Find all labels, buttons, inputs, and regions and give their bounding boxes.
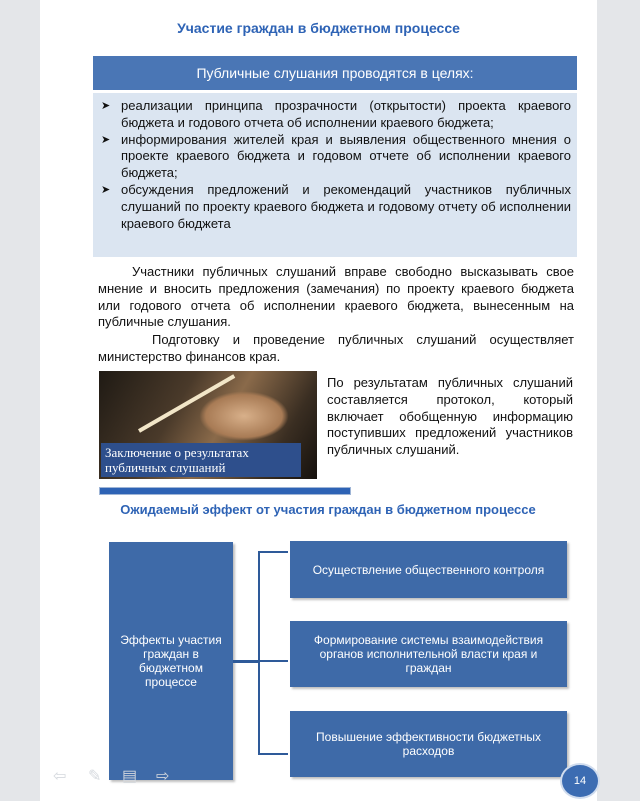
pen-icon[interactable]: ✎ — [88, 768, 102, 785]
effects-root-box: Эффекты участия граждан в бюджетном процессе — [109, 542, 233, 780]
goal-text: информирования жителей края и выявления общественного мнения о проекте краевого бюджета и годовом отчете об исполнении краевого бюджета; — [121, 131, 571, 181]
bullet-arrow-icon: ➤ — [101, 100, 111, 112]
list-item — [99, 182, 571, 232]
goal-text: реализации принципа прозрачности (открытости) проекта краевого бюджета и годового отчета об исполнении краевого бюджета; — [121, 98, 571, 130]
connector-line — [258, 551, 260, 754]
forward-arrow-icon[interactable]: ⇨ — [156, 768, 170, 785]
page-number: 14 — [560, 763, 600, 799]
signing-photo — [99, 371, 317, 479]
left-margin — [0, 0, 40, 801]
hand-image — [199, 391, 289, 441]
connector-line — [233, 660, 259, 663]
connector-line — [258, 551, 288, 553]
right-margin — [597, 0, 640, 801]
goal-text: обсуждения предложений и рекомендаций участников публичных слушаний по проекту краевого бюджета и годовому отчету об исполнении краевого бюджета — [121, 181, 571, 231]
back-arrow-icon[interactable]: ⇦ — [53, 768, 67, 785]
page-title: Участие граждан в бюджетном процессе — [177, 20, 460, 36]
photo-divider — [99, 487, 351, 495]
effect-box-interaction: Формирование системы взаимодействия органов исполнительной власти края и граждан — [290, 621, 567, 687]
connector-line — [258, 660, 288, 662]
goals-header: Публичные слушания проводятся в целях: — [93, 56, 577, 90]
bullet-arrow-icon: ➤ — [101, 183, 111, 196]
participants-paragraph: Участники публичных слушаний вправе свободно высказывать свое мнение и вносить предложения (замечания) по проекту краевого бюджета или годового отчета об исполнении краевого бюджета, вынесенным на публичные слушания. — [98, 264, 574, 330]
goals-list — [93, 93, 577, 257]
organizer-paragraph: Подготовку и проведение публичных слушаний осуществляет министерство финансов края. — [98, 332, 574, 364]
protocol-text: По результатам публичных слушаний составляется протокол, который включает обобщенную информацию поступивших предложений участников публичных слушаний. — [327, 375, 573, 458]
effects-title: Ожидаемый эффект от участия граждан в бюджетном процессе — [120, 502, 536, 517]
connector-line — [258, 753, 288, 755]
list-item — [99, 98, 571, 132]
list-item — [99, 132, 571, 182]
effect-box-efficiency: Повышение эффективности бюджетных расходов — [290, 711, 567, 777]
effect-box-control: Осуществление общественного контроля — [290, 541, 567, 598]
bullet-arrow-icon: ➤ — [101, 133, 111, 146]
slide-page — [40, 0, 597, 801]
menu-icon[interactable]: ▤ — [122, 768, 138, 785]
photo-caption: Заключение о результатах публичных слушаний — [101, 443, 301, 477]
